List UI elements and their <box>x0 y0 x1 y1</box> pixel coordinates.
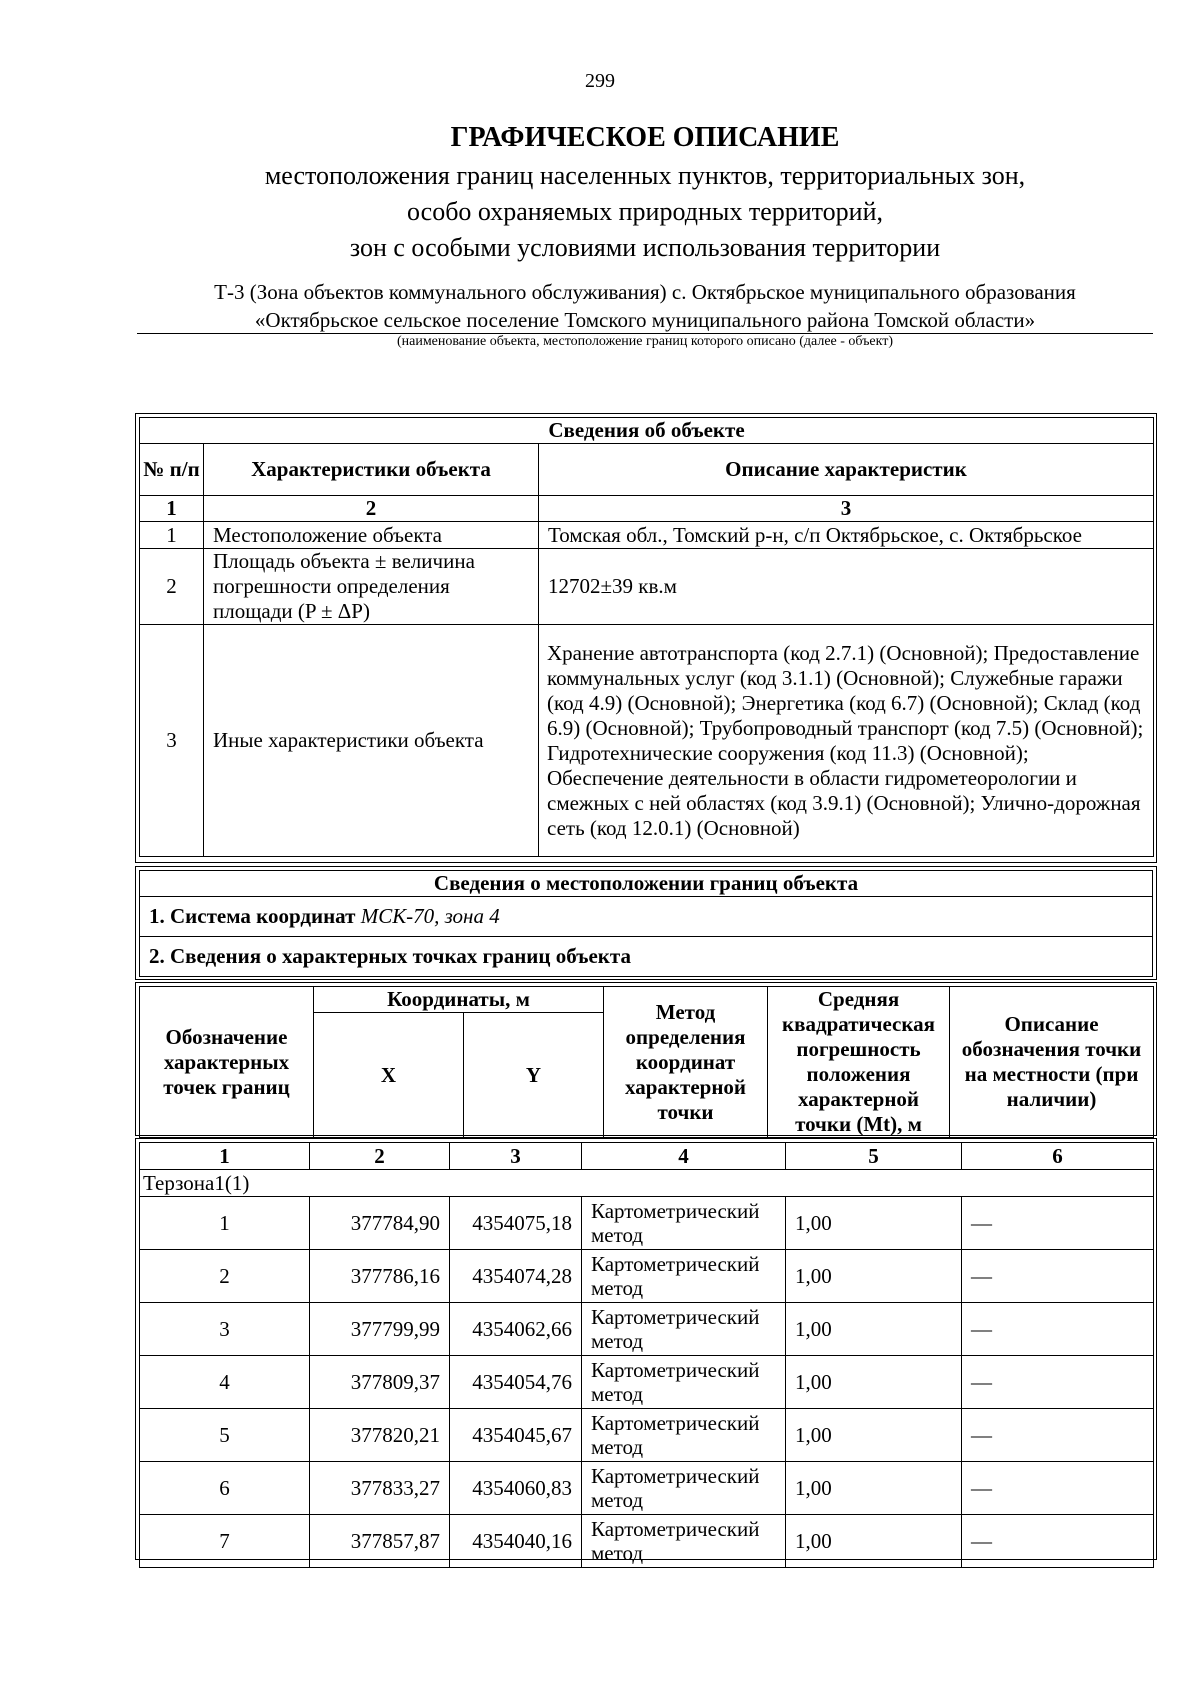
header-method: Метод определения координат характерной точки <box>604 987 768 1138</box>
point-method: Картометрический метод <box>582 1250 786 1303</box>
point-method: Картометрический метод <box>582 1462 786 1515</box>
point-number: 4 <box>140 1356 310 1409</box>
point-number: 3 <box>140 1303 310 1356</box>
point-x: 377786,16 <box>310 1250 450 1303</box>
point-number: 6 <box>140 1462 310 1515</box>
points-header-table <box>139 986 1154 1138</box>
object-name-line: «Октябрьское сельское поселение Томского муниципального района Томской области» <box>254 308 1036 332</box>
coord-system-label: 1. Система координат <box>149 904 356 928</box>
table-row <box>140 1409 1154 1462</box>
header-description: Описание обозначения точки на местности (при наличии) <box>950 987 1154 1138</box>
point-error: 1,00 <box>786 1462 962 1515</box>
point-number: 2 <box>140 1250 310 1303</box>
point-number: 7 <box>140 1515 310 1568</box>
point-error: 1,00 <box>786 1515 962 1568</box>
col-number: 6 <box>962 1143 1154 1170</box>
row-value: 12702±39 кв.м <box>539 549 1154 625</box>
point-error: 1,00 <box>786 1250 962 1303</box>
object-info-table <box>139 417 1154 857</box>
coord-system-value: МСК-70, зона 4 <box>360 904 500 928</box>
col-number: 3 <box>539 496 1154 522</box>
table-row <box>140 549 1154 625</box>
col-number: 1 <box>140 1143 310 1170</box>
point-method: Картометрический метод <box>582 1409 786 1462</box>
point-method: Картометрический метод <box>582 1197 786 1250</box>
point-description: — <box>962 1409 1154 1462</box>
document-title: ГРАФИЧЕСКОЕ ОПИСАНИЕ <box>450 122 840 153</box>
subtitle-line: местоположения границ населенных пунктов, территориальных зон, <box>264 161 1026 190</box>
object-info-title: Сведения об объекте <box>140 418 1154 444</box>
col-number: 1 <box>140 496 204 522</box>
header-x: X <box>314 1013 464 1138</box>
point-x: 377809,37 <box>310 1356 450 1409</box>
col-header-description: Описание характеристик <box>539 444 1154 496</box>
col-header-number: № п/п <box>140 444 204 496</box>
point-description: — <box>962 1515 1154 1568</box>
point-x: 377799,99 <box>310 1303 450 1356</box>
point-description: — <box>962 1250 1154 1303</box>
col-number: 4 <box>582 1143 786 1170</box>
row-number: 1 <box>140 522 204 549</box>
table-row <box>140 1356 1154 1409</box>
table-row <box>140 625 1154 857</box>
point-y: 4354045,67 <box>450 1409 582 1462</box>
point-x: 377820,21 <box>310 1409 450 1462</box>
point-description: — <box>962 1462 1154 1515</box>
points-table <box>139 1142 1154 1568</box>
point-y: 4354074,28 <box>450 1250 582 1303</box>
col-header-characteristics: Характеристики объекта <box>204 444 539 496</box>
point-y: 4354060,83 <box>450 1462 582 1515</box>
points-title: 2. Сведения о характерных точках границ объекта <box>140 937 1153 977</box>
col-number: 5 <box>786 1143 962 1170</box>
row-name: Площадь объекта ± величина погрешности определения площади (P ± ΔP) <box>204 549 539 625</box>
row-number: 3 <box>140 625 204 857</box>
point-error: 1,00 <box>786 1356 962 1409</box>
point-y: 4354075,18 <box>450 1197 582 1250</box>
table-row <box>140 1515 1154 1568</box>
col-number: 2 <box>204 496 539 522</box>
subtitle-line: особо охраняемых природных территорий, <box>407 197 883 226</box>
header-error: Средняя квадратическая погрешность положения характерной точки (Mt), м <box>768 987 950 1138</box>
table-row <box>140 1303 1154 1356</box>
point-error: 1,00 <box>786 1409 962 1462</box>
point-x: 377784,90 <box>310 1197 450 1250</box>
subtitle-line: зон с особыми условиями использования территории <box>349 233 941 262</box>
point-description: — <box>962 1356 1154 1409</box>
point-number: 5 <box>140 1409 310 1462</box>
table-row <box>140 1250 1154 1303</box>
point-error: 1,00 <box>786 1197 962 1250</box>
object-name-line: Т-3 (Зона объектов коммунального обслуживания) с. Октябрьское муниципального образования <box>214 280 1076 304</box>
header-y: Y <box>464 1013 604 1138</box>
table-row <box>140 1197 1154 1250</box>
point-x: 377833,27 <box>310 1462 450 1515</box>
point-y: 4354040,16 <box>450 1515 582 1568</box>
col-number: 3 <box>450 1143 582 1170</box>
table-row <box>140 522 1154 549</box>
point-description: — <box>962 1197 1154 1250</box>
point-error: 1,00 <box>786 1303 962 1356</box>
header-coordinates: Координаты, м <box>314 987 604 1013</box>
header-designation: Обозначение характерных точек границ <box>140 987 314 1138</box>
location-table <box>139 870 1153 977</box>
point-method: Картометрический метод <box>582 1515 786 1568</box>
row-name: Местоположение объекта <box>204 522 539 549</box>
row-name: Иные характеристики объекта <box>204 625 539 857</box>
point-description: — <box>962 1303 1154 1356</box>
row-value: Хранение автотранспорта (код 2.7.1) (Основной); Предоставление коммунальных услуг (код 3.1.1) (Основной); Служебные гаражи (код 4.9) (Основной); Энергетика (код 6.7) (Основной); Склад (код 6.9) (Основной); Трубопроводный транспорт (код 7.5) (Основной); Гидротехнические сооружения (код 11.3) (Основной); Обеспечение деятельности в области гидрометеорологии и смежных с ней областях (код 3.9.1) (Основной); Улично-дорожная сеть (код 12.0.1) (Основной) <box>539 625 1154 857</box>
point-y: 4354054,76 <box>450 1356 582 1409</box>
object-caption: (наименование объекта, местоположение границ которого описано (далее - объект) <box>396 334 894 349</box>
col-number: 2 <box>310 1143 450 1170</box>
coord-system <box>140 897 1153 937</box>
point-number: 1 <box>140 1197 310 1250</box>
point-x: 377857,87 <box>310 1515 450 1568</box>
row-number: 2 <box>140 549 204 625</box>
page-number: 299 <box>585 70 615 92</box>
point-method: Картометрический метод <box>582 1303 786 1356</box>
point-y: 4354062,66 <box>450 1303 582 1356</box>
point-method: Картометрический метод <box>582 1356 786 1409</box>
location-title: Сведения о местоположении границ объекта <box>140 871 1153 897</box>
table-row <box>140 1462 1154 1515</box>
row-value: Томская обл., Томский р-н, с/п Октябрьское, с. Октябрьское <box>539 522 1154 549</box>
group-label: Терзона1(1) <box>140 1170 1154 1197</box>
